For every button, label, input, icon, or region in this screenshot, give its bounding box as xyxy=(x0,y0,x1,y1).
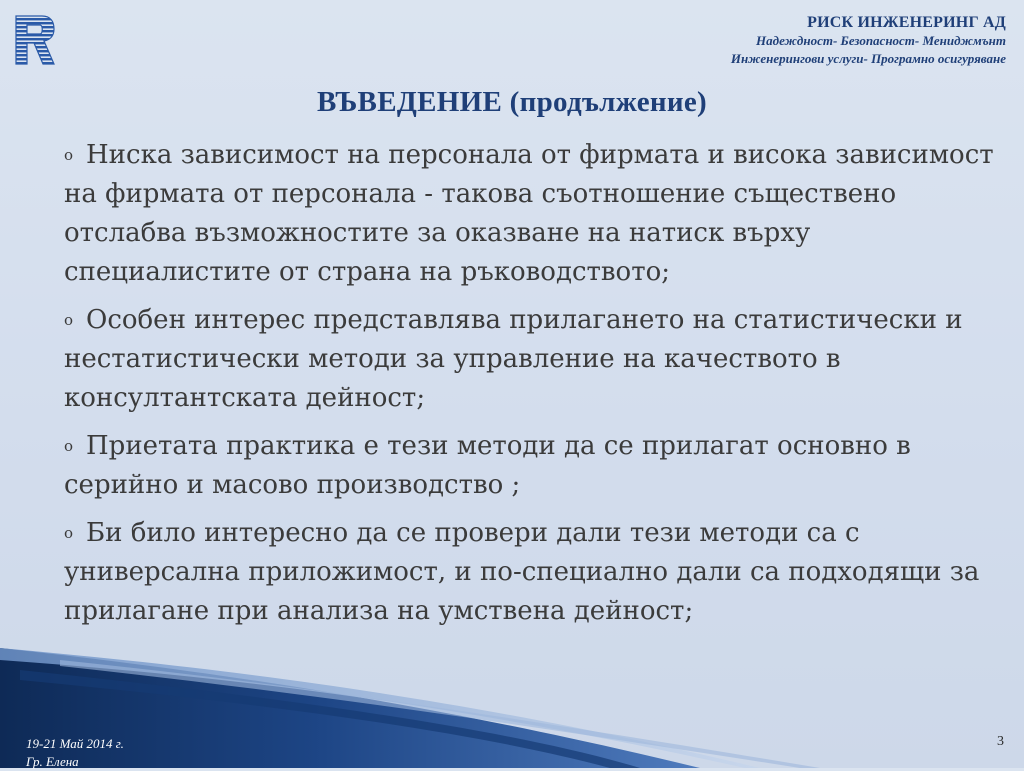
bullet-item xyxy=(64,427,1004,505)
page-number: 3 xyxy=(997,734,1004,749)
bullet-circle-icon: o xyxy=(64,146,74,164)
bullet-text: Ниска зависимост на персонала от фирмата и висока зависимост на фирмата от персонала - такова съотношение съществено отслабва възможностите за оказване на натиск върху специалистите от страна на ръководството; xyxy=(64,140,994,287)
company-name: РИСК ИНЖЕНЕРИНГ АД xyxy=(807,14,1006,31)
footer-place-line: Гр. Елена xyxy=(26,754,79,769)
bullet-text: Би било интересно да се провери дали тези методи са с универсална приложимост, и по-специално дали са подходящи за прилагане при анализа на умствена дейност; xyxy=(64,518,980,626)
footer-date-line: 19-21 Май 2014 г. xyxy=(26,736,124,751)
bullet-text: Приетата практика е тези методи да се прилагат основно в серийно и масово производство ; xyxy=(64,431,911,500)
bullet-circle-icon: o xyxy=(64,311,74,329)
bullet-text: Особен интерес представлява прилагането на статистически и нестатистически методи за управление на качеството в консултантската дейност; xyxy=(64,305,963,413)
bullet-item xyxy=(64,136,1004,292)
footer-date xyxy=(26,735,124,771)
decorative-swoosh xyxy=(0,640,1024,768)
company-tagline-2: Инженерингови услуги- Програмно осигуряване xyxy=(730,51,1006,66)
company-header xyxy=(731,14,1006,68)
bullet-circle-icon: o xyxy=(64,524,74,542)
bullet-item xyxy=(64,514,1004,631)
bullet-circle-icon: o xyxy=(64,437,74,455)
r-logo-icon xyxy=(14,14,56,66)
bullet-item xyxy=(64,301,1004,418)
company-tagline-1: Надеждност- Безопасност- Мениджмънт xyxy=(756,33,1006,48)
bullet-list xyxy=(64,136,1004,640)
slide-title: ВЪВЕДЕНИЕ (продължение) xyxy=(316,86,708,118)
